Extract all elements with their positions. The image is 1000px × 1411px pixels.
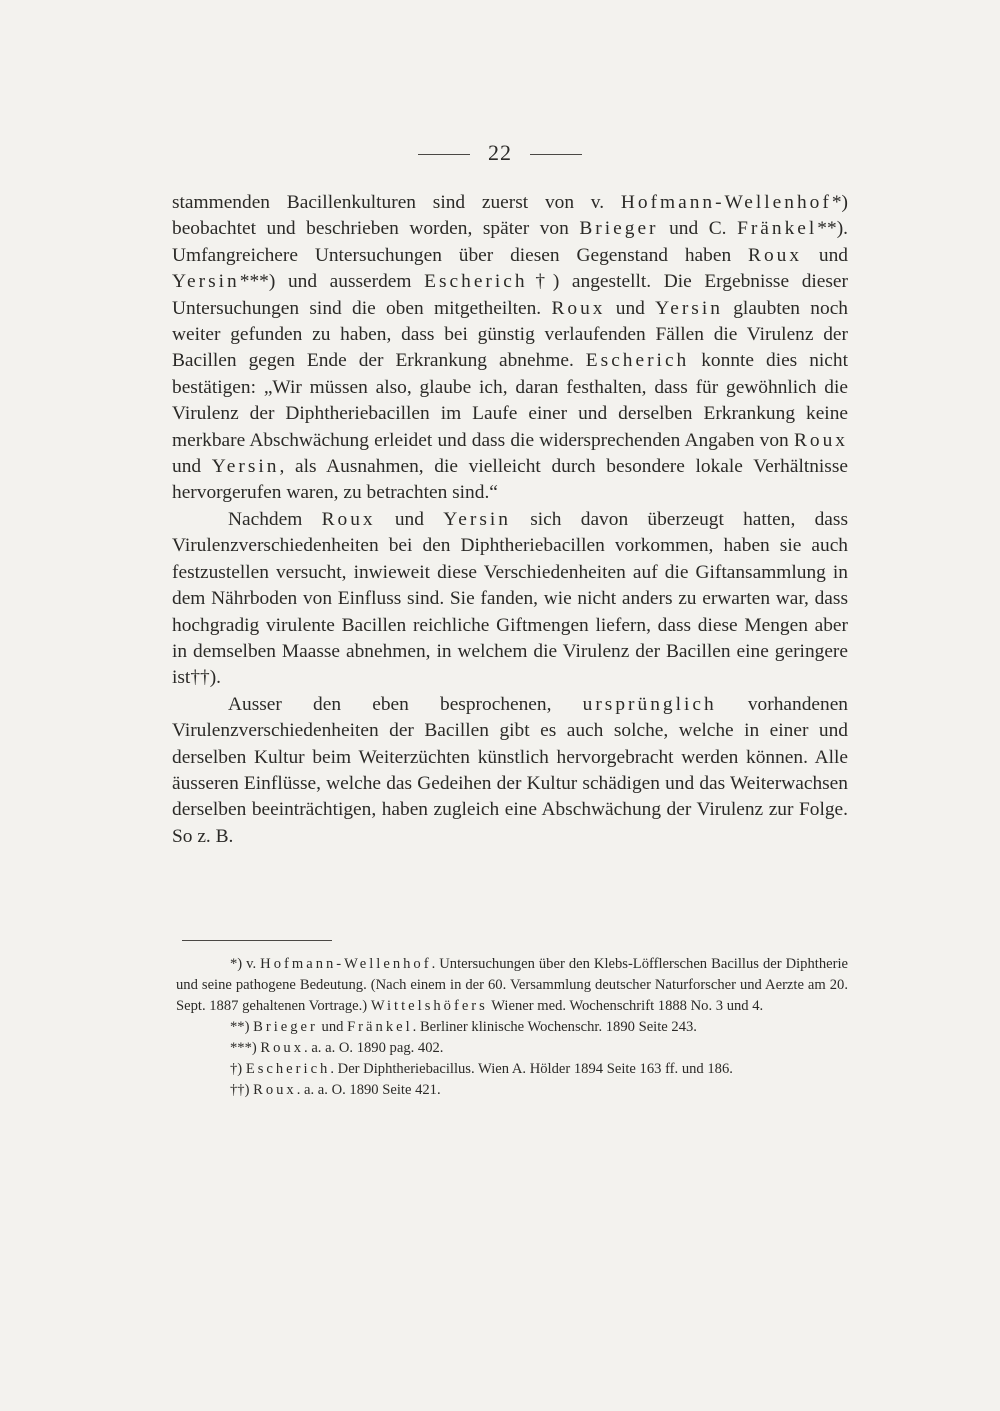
text-run: vorhandenen Virulenzverschiedenheiten der Bacillen gibt es auch solche, welche in einer und derselben Kultur beim Weiterzüchten künstlich hervorgebracht werden können. Alle äusseren Einflüsse, welche das Gedeihen der Kultur schädigen und das Weiterwachsen derselben beeinträchtigen, haben zugleich eine Abschwächung der Virulenz zur Folge. So z. B. — [172, 693, 849, 847]
text-run: Ausser den eben besprochenen, — [228, 693, 583, 715]
footnotes — [176, 954, 848, 1101]
spaced-name: Roux — [260, 1040, 305, 1056]
spaced-name: Escherich — [245, 1061, 331, 1077]
spaced-name: Wittelshöfers — [370, 998, 488, 1014]
header-rule-right — [530, 154, 582, 155]
text-run: konnte dies nicht bestätigen: „Wir müssen also, glaube ich, daran festhalten, dass für gewöhnlich die Virulenz der Diphtheriebacillen im Laufe einer und derselben Erkrankung keine merkbare Abschwächung erleidet und dass die widersprechenden Angaben von — [172, 350, 848, 451]
spaced-name: Escherich — [424, 271, 528, 293]
spaced-name: Fränkel — [347, 1019, 413, 1035]
text-run: und — [802, 244, 848, 266]
text-run: und C. — [658, 218, 738, 240]
spaced-name: Roux — [253, 1082, 297, 1098]
spaced-name: Yersin — [172, 271, 240, 293]
footnote — [176, 1059, 848, 1080]
footnote — [176, 954, 848, 1017]
footnote — [176, 1017, 848, 1038]
spaced-name: Hofmann-Wellenhof — [260, 956, 432, 972]
header-rule-left — [418, 154, 470, 155]
spaced-name: Yersin — [655, 297, 723, 319]
page-header — [0, 140, 1000, 166]
spaced-name: Roux — [793, 429, 848, 451]
text-run: und — [375, 508, 444, 530]
text-run: ††) — [230, 1082, 254, 1098]
text-run: Nachdem — [228, 508, 322, 530]
text-run: . Berliner klinische Wochenschr. 1890 Seite 243. — [412, 1019, 697, 1035]
text-run: sich davon überzeugt hatten, dass Virulenzverschiedenheiten bei den Diphtheriebacillen vorkommen, haben sie auch festzustellen versucht, inwieweit diese Verschiedenheiten auf die Giftansammlung in dem Nährboden von Einfluss sind. Sie fanden, wie nicht anders zu erwarten war, dass hochgradig virulente Bacillen reichliche Giftmengen liefern, dass diese Mengen aber in demselben Maasse abnehmen, in welchem die Virulenz der Bacillen eine geringere ist††). — [172, 508, 848, 689]
text-run: **) — [230, 1019, 254, 1035]
text-run: und — [172, 456, 212, 478]
spaced-name: Roux — [551, 297, 606, 319]
text-run: und — [317, 1019, 348, 1035]
text-run: . a. a. O. 1890 Seite 421. — [296, 1082, 441, 1098]
text-run: ***) — [230, 1040, 261, 1056]
text-run: glaubten noch weiter gefunden zu haben, dass bei günstig verlaufenden Fällen die Virulenz der Bacillen gegen Ende der Erkrankung abnehme. — [172, 297, 848, 372]
text-run: **). Umfangreichere Untersuchungen über diesen Gegenstand haben — [172, 218, 848, 266]
spaced-name: Roux — [321, 508, 376, 530]
spaced-name: Fränkel — [737, 218, 818, 240]
footnote-divider — [182, 940, 332, 941]
text-run: . a. a. O. 1890 pag. 402. — [304, 1040, 444, 1056]
paragraph — [172, 507, 848, 692]
spaced-name: Yersin — [211, 456, 280, 478]
text-run: stammenden Bacillenkulturen sind zuerst von v. — [172, 192, 621, 213]
text-run: . Der Diphtheriebacillus. Wien A. Hölder 1894 Seite 163 ff. und 186. — [330, 1061, 733, 1077]
text-run: Wiener med. Wochenschrift 1888 No. 3 und 4. — [487, 998, 764, 1014]
spaced-name: ursprünglich — [582, 693, 717, 715]
footnote — [176, 1080, 848, 1101]
spaced-name: Escherich — [585, 350, 690, 372]
text-run: †) — [230, 1061, 246, 1077]
body-text — [172, 190, 848, 850]
spaced-name: Hofmann-Wellenhof — [620, 192, 832, 213]
spaced-name: Yersin — [443, 508, 511, 530]
text-run: , als Ausnahmen, die vielleicht durch besondere lokale Verhältnisse hervorgerufen waren, zu betrachten sind.“ — [172, 456, 848, 504]
footnote — [176, 1038, 848, 1059]
text-run: und — [605, 297, 656, 319]
paragraph — [172, 190, 848, 507]
text-run: ***) und ausserdem — [239, 271, 425, 293]
spaced-name: Brieger — [253, 1019, 318, 1035]
page-number: 22 — [488, 140, 512, 165]
text-run: *) v. — [230, 956, 261, 972]
spaced-name: Brieger — [579, 218, 659, 240]
text-run: †) angestellt. Die Ergebnisse dieser Untersuchungen sind die oben mitgetheilten. — [172, 271, 848, 319]
spaced-name: Roux — [748, 244, 803, 266]
paragraph — [172, 692, 848, 850]
text-run: . Untersuchungen über den Klebs-Löfflerschen Bacillus der Diphtherie und seine pathogene Bedeutung. (Nach einem in der 60. Versammlung deutscher Naturforscher und Aerzte am 20. Sept. 1887 gehaltenen Vortrage.) — [176, 956, 848, 1014]
text-run: *) beobachtet und beschrieben worden, später von — [172, 192, 848, 240]
